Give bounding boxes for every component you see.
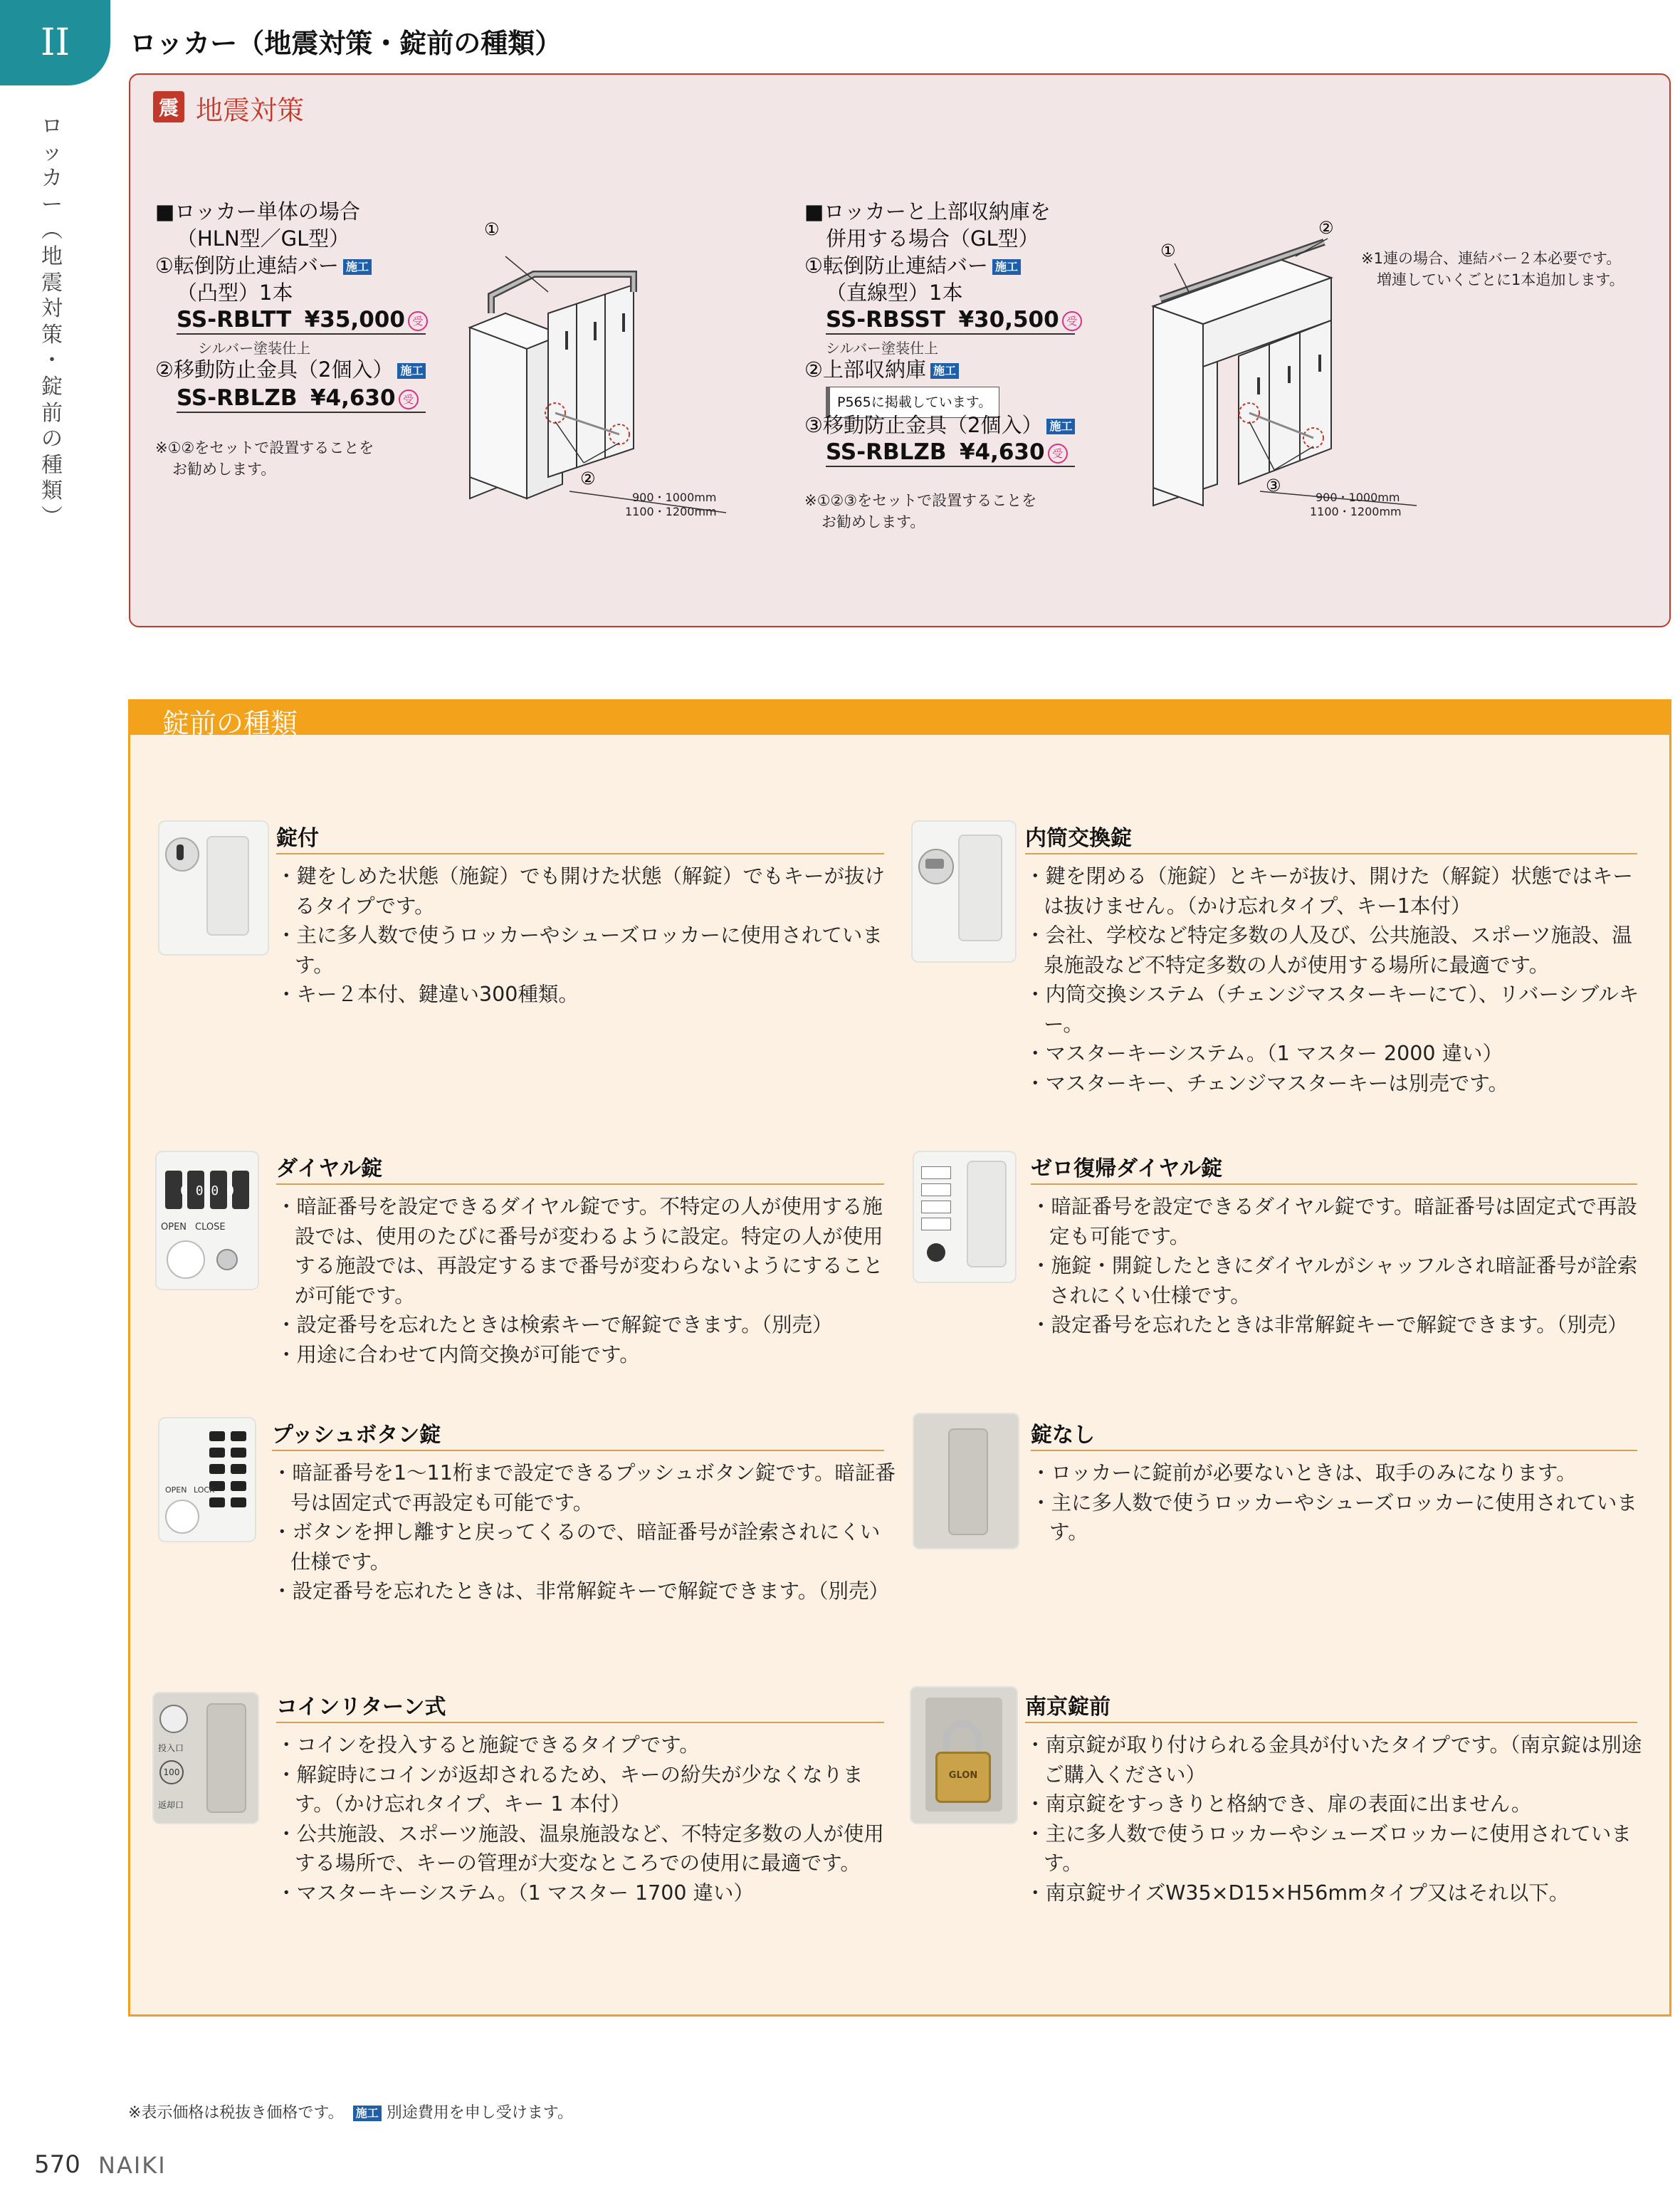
single-item1 [155, 252, 372, 279]
bullet: ・施錠・開錠したときにダイヤルがシャッフルされ暗証番号が詮索されにくい仕様です。 [1031, 1254, 1638, 1307]
lock-title-zero-dial: ゼロ復帰ダイヤル錠 [1031, 1156, 1223, 1181]
side-char: 震 [41, 270, 63, 296]
lock-title-key: 錠付 [276, 826, 319, 851]
combo-item3-code: SS-RBLZB [826, 439, 947, 465]
bullet: ・設定番号を忘れたときは検索キーで解錠できます。（別売） [276, 1313, 833, 1337]
bullet: ・暗証番号を設定できるダイヤル錠です。暗証番号は固定式で再設定も可能です。 [1031, 1195, 1637, 1248]
lock-title-rule [276, 853, 884, 854]
push-lock-label: LOCK [194, 1485, 215, 1495]
combo-dim1: 900・1000mm [1316, 491, 1400, 504]
bullet: ・南京錠サイズW35×D15×H56mmタイプ又はそれ以下。 [1025, 1881, 1570, 1905]
side-char: ロ [41, 114, 63, 139]
single-item2-price-row [177, 385, 426, 413]
single-item2-price: ¥4,630 [310, 385, 396, 411]
single-locker-diagram [463, 214, 747, 527]
push-open-label: OPEN [165, 1485, 187, 1495]
lock-types-heading: 錠前の種類 [162, 708, 298, 739]
single-item1-code: SS-RBLTT [177, 307, 292, 333]
diagram-num1: ① [1160, 241, 1176, 261]
combo-side-note2: 増連していくごとに1本追加します。 [1377, 271, 1624, 288]
uke-mark: 受 [399, 389, 419, 409]
side-chapter-label [41, 114, 63, 531]
bullet: ・主に多人数で使うロッカーやシューズロッカーに使用されています。 [1031, 1490, 1637, 1544]
combo-item3 [804, 412, 1075, 439]
lock-title-coin-return: コインリターン式 [276, 1695, 446, 1720]
combo-item1-finish: シルバー塗装仕上 [826, 340, 939, 357]
bullet: ・マスターキーシステム。（1 マスター 1700 違い） [276, 1881, 755, 1905]
combo-item1 [804, 252, 1021, 279]
side-char: 地 [41, 244, 63, 269]
bullet: ・南京錠が取り付けられる金具が付いたタイプです。（南京錠は別途ご購入ください） [1025, 1733, 1642, 1787]
single-line2: （HLN型／GL型） [177, 226, 350, 251]
lock-title-rule [1031, 1183, 1637, 1185]
diagram-num2: ② [580, 469, 596, 488]
bullet: ・南京錠をすっきりと格納でき、扉の表面に出ません。 [1025, 1792, 1532, 1816]
combo-note2: お勧めします。 [821, 513, 925, 530]
combo-item1-price-row [826, 306, 1078, 335]
single-item1-name: ①転倒防止連結バー [155, 253, 339, 278]
page-number: 570 [34, 2150, 80, 2179]
diagram-num1: ① [484, 219, 500, 239]
uke-mark: 受 [1048, 444, 1068, 464]
single-item2 [155, 356, 426, 383]
lock-bullets-zero-dial [1031, 1192, 1652, 1340]
construction-badge: 施工 [353, 2106, 382, 2121]
single-dim1: 900・1000mm [632, 491, 717, 504]
side-char: ッ [41, 140, 63, 165]
combo-item2-name: ②上部収納庫 [804, 357, 926, 382]
side-char: ・ [41, 348, 63, 374]
bullet: ・主に多人数で使うロッカーやシューズロッカーに使用されています。 [1025, 1821, 1632, 1875]
coin-100-label: 100 [159, 1760, 184, 1784]
lock-title-push-button: プッシュボタン錠 [272, 1423, 441, 1448]
single-item2-name: ②移動防止金具（2個入） [155, 357, 394, 382]
combo-item1-code: SS-RBSST [826, 307, 946, 333]
lock-bullets-cylinder [1025, 862, 1652, 1098]
seismic-heading: 地震対策 [196, 95, 305, 126]
single-item2-code: SS-RBLZB [177, 385, 298, 411]
single-locker-spec [155, 198, 426, 497]
zero-dial-lock-image [913, 1151, 1017, 1283]
lock-bullets-dial [276, 1192, 888, 1369]
side-char: 種 [41, 452, 63, 478]
side-char: ー [41, 192, 63, 217]
combo-dim2: 1100・1200mm [1310, 505, 1402, 518]
chapter-tab [0, 0, 110, 85]
brand-name: NAIKI [98, 2152, 167, 2179]
bullet: ・会社、学校など特定多数の人及び、公共施設、スポーツ施設、温泉施設など不特定多数の人が使用する場所に最適です。 [1025, 924, 1632, 977]
lock-title-rule [276, 1722, 884, 1723]
combo-item3-name: ③移動防止金具（2個入） [804, 413, 1043, 437]
lock-title-padlock: 南京錠前 [1025, 1695, 1111, 1720]
combo-side-note1: ※1連の場合、連結バー２本必要です。 [1361, 250, 1622, 267]
side-char: 策 [41, 322, 63, 347]
side-char: 類 [41, 478, 63, 504]
combo-item1-sub: （直線型）1本 [826, 281, 963, 305]
single-dim2: 1100・1200mm [625, 505, 717, 518]
bullet: ・コインを投入すると施錠できるタイプです。 [276, 1733, 700, 1757]
coin-back-label: 返却口 [158, 1800, 184, 1810]
bullet: ・内筒交換システム（チェンジマスターキーにて）、リバーシブルキー。 [1025, 983, 1639, 1036]
side-char: の [41, 427, 63, 452]
single-item1-price-row [177, 306, 426, 335]
single-note2: お勧めします。 [172, 461, 276, 478]
combo-item3-price-row [826, 439, 1075, 467]
construction-badge: 施工 [1046, 419, 1075, 434]
key-lock-image [158, 820, 269, 956]
lock-title-rule [272, 1450, 884, 1451]
coin-return-lock-image [152, 1692, 259, 1824]
bullet: ・鍵をしめた状態（施錠）でも開けた状態（解錠）でもキーが抜けるタイプです。 [276, 864, 886, 918]
lock-bullets-padlock [1025, 1730, 1652, 1908]
lock-title-dial: ダイヤル錠 [276, 1156, 383, 1181]
single-line1: ■ロッカー単体の場合 [155, 199, 360, 224]
bullet: ・設定番号を忘れたときは非常解錠キーで解錠できます。（別売） [1031, 1313, 1628, 1337]
lock-title-rule [276, 1183, 884, 1185]
combo-item1-price: ¥30,500 [958, 307, 1059, 333]
combo-item3-price: ¥4,630 [959, 439, 1045, 465]
padlock-brand: GLON [948, 1770, 978, 1781]
footer-note [128, 2101, 573, 2123]
construction-badge: 施工 [343, 259, 372, 275]
lock-bullets-no-lock [1031, 1458, 1637, 1547]
bullet: ・マスターキーシステム。（1 マスター 2000 違い） [1025, 1042, 1503, 1065]
push-button-lock-image [158, 1417, 256, 1542]
fee-note: 別途費用を申し受けます。 [386, 2104, 573, 2122]
bullet: ・用途に合わせて内筒交換が可能です。 [276, 1342, 640, 1366]
lock-bullets-push-button [272, 1458, 898, 1606]
combo-note1: ※①②③をセットで設置することを [804, 492, 1037, 509]
side-char: 錠 [41, 374, 63, 399]
uke-mark: 受 [1062, 311, 1082, 331]
page-title: ロッカー（地震対策・錠前の種類） [130, 28, 562, 59]
lock-title-no-lock: 錠なし [1031, 1423, 1095, 1448]
side-char: ︵ [41, 218, 63, 244]
bullet: ・公共施設、スポーツ施設、温泉施設など、不特定多数の人が使用する場所で、キーの管理が大変なところでの使用に最適です。 [276, 1821, 884, 1875]
side-char: カ [41, 166, 63, 192]
coin-in-label: 投入口 [158, 1743, 184, 1753]
uke-mark: 受 [408, 311, 428, 331]
dial-close-label: CLOSE [195, 1222, 226, 1233]
side-char: 前 [41, 400, 63, 426]
dial-lock-image [155, 1151, 259, 1290]
bullet: ・解錠時にコインが返却されるため、キーの紛失が少なくなります。（かけ忘れタイプ、キー 1 本付） [276, 1762, 863, 1816]
lock-title-rule [1025, 853, 1637, 854]
single-note1: ※①②をセットで設置することを [155, 439, 374, 456]
combo-item2 [804, 356, 959, 383]
dial-digits: 0 0 0 0 [180, 1183, 234, 1198]
bullet: ・ボタンを押し離すと戻ってくるので、暗証番号が詮索されにくい仕様です。 [272, 1520, 881, 1574]
side-char: 対 [41, 296, 63, 322]
construction-badge: 施工 [397, 363, 426, 379]
no-lock-image [913, 1413, 1019, 1549]
lock-title-rule [1025, 1722, 1637, 1723]
bullet: ・暗証番号を1～11桁まで設定できるプッシュボタン錠です。暗証番号は固定式で再設定も可能です。 [272, 1461, 896, 1515]
side-char: ︶ [41, 504, 63, 530]
bullet: ・暗証番号を設定できるダイヤル錠です。不特定の人が使用する施設では、使用のたびに番号が変わるように設定。特定の人が使用する施設では、再設定するまで番号が変わらないようにすることが可能です。 [276, 1195, 883, 1307]
single-item1-price: ¥35,000 [304, 307, 405, 333]
bullet: ・鍵を閉める（施錠）とキーが抜け、開けた（解錠）状態ではキーは抜けません。（かけ忘れタイプ、キー1本付） [1025, 864, 1633, 918]
chapter-tab-label: II [40, 21, 70, 64]
diagram-num3: ③ [1266, 476, 1281, 496]
lock-bullets-key [276, 862, 888, 1010]
lock-title-rule [1031, 1450, 1637, 1451]
bullet: ・主に多人数で使うロッカーやシューズロッカーに使用されています。 [276, 924, 883, 977]
padlock-mount-image [910, 1686, 1018, 1824]
combo-item1-name: ①転倒防止連結バー [804, 253, 988, 278]
bullet: ・マスターキー、チェンジマスターキーは別売です。 [1025, 1071, 1509, 1095]
single-item1-sub: （凸型）1本 [177, 281, 293, 305]
bullet: ・ロッカーに錠前が必要ないときは、取手のみになります。 [1031, 1461, 1577, 1485]
bullet: ・キー２本付、鍵違い300種類。 [276, 983, 579, 1006]
cylinder-lock-image [911, 820, 1017, 963]
construction-badge: 施工 [930, 363, 959, 379]
combo-line1: ■ロッカーと上部収納庫を [804, 199, 1051, 224]
single-item1-finish: シルバー塗装仕上 [198, 340, 311, 357]
combo-line2: 併用する場合（GL型） [826, 226, 1039, 251]
lock-bullets-coin-return [276, 1730, 888, 1908]
tax-note: ※表示価格は税抜き価格です。 [128, 2104, 344, 2122]
dial-open-label: OPEN [161, 1222, 187, 1233]
combo-locker-spec [804, 198, 1078, 540]
bullet: ・設定番号を忘れたときは、非常解錠キーで解錠できます。（別売） [272, 1579, 889, 1603]
diagram-num2: ② [1318, 218, 1334, 238]
lock-title-cylinder: 内筒交換錠 [1025, 826, 1132, 851]
lock-types-header [128, 699, 1671, 735]
construction-badge: 施工 [992, 259, 1021, 275]
page-reference-tag[interactable]: P565に掲載しています。 [826, 387, 999, 418]
seismic-icon: 震 [153, 91, 184, 122]
